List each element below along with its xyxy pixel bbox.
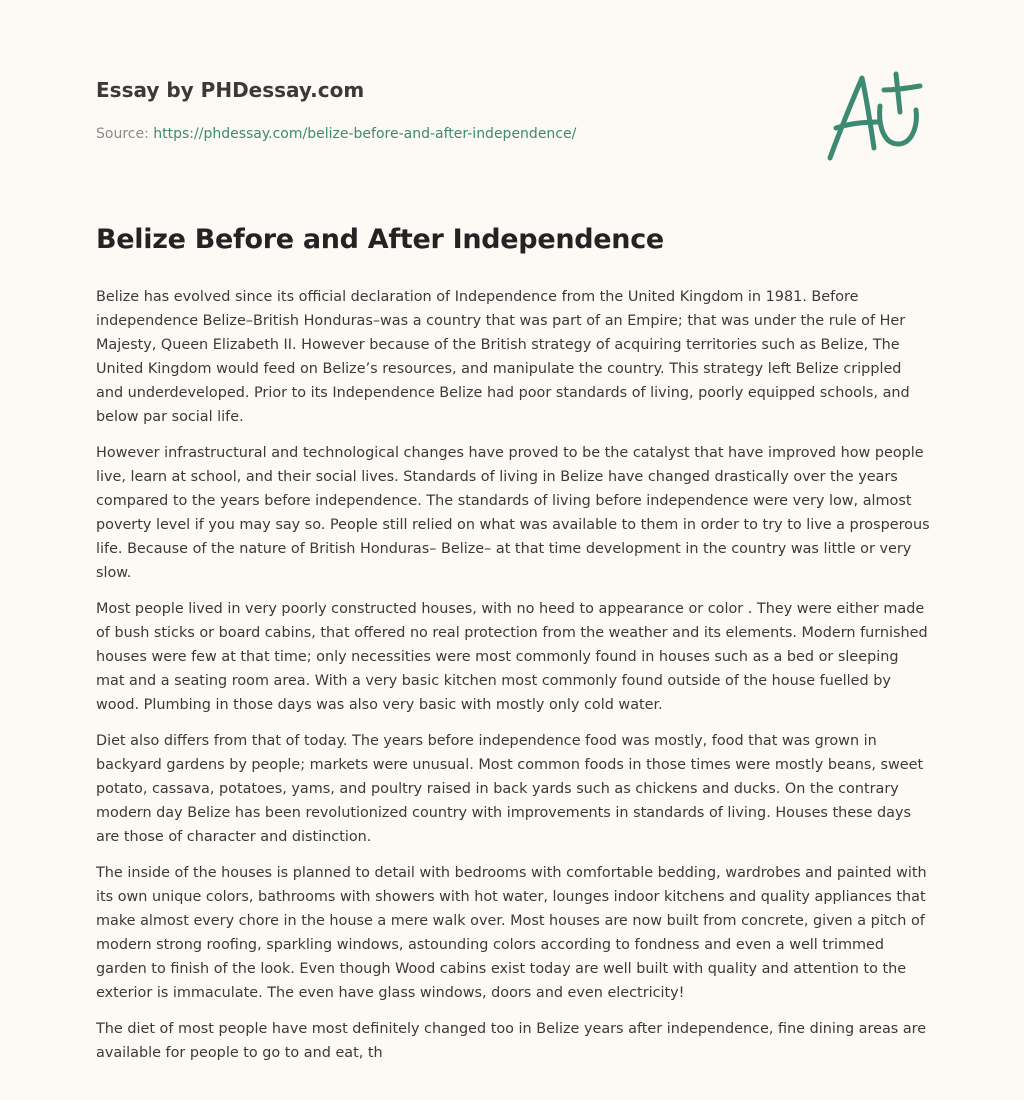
essay-paragraph: The inside of the houses is planned to detail with bedrooms with comfortable bedding, wardrobes and painted with its own unique colors, bathrooms with showers with hot water, lounges indoor kitchens and quality appliances that make almost every chore in the house a mere walk over. Most houses are now built from concrete, given a pitch of modern strong roofing, sparkling windows, astounding colors according to fondness and even a well trimmed garden to finish of the look. Even though Wood cabins exist today are well built with quality and attention to the exterior is immaculate. The even have glass windows, doors and even electricity! [96, 865, 927, 1001]
source-line [96, 124, 696, 144]
brand-title: Essay by PHDessay.com [96, 78, 365, 102]
essay-paragraph: Most people lived in very poorly constructed houses, with no heed to appearance or color . They were either made of bush sticks or board cabins, that offered no real protection from the weather and its elements. Modern furnished houses were few at that time; only necessities were most commonly found in houses such as a bed or sleeping mat and a seating room area. With a very basic kitchen most commonly found outside of the house fuelled by wood. Plumbing in those days was also very basic with mostly only cold water. [96, 601, 928, 713]
a-plus-grade-icon [820, 66, 930, 166]
essay-body [96, 285, 931, 1077]
essay-paragraph: Belize has evolved since its official declaration of Independence from the United Kingdom in 1981. Before independence Belize–British Honduras–was a country that was part of an Empire; that was under the rule of Her Majesty, Queen Elizabeth II. However because of the British strategy of acquiring territories such as Belize, The United Kingdom would feed on Belize’s resources, and manipulate the country. This strategy left Belize crippled and underdeveloped. Prior to its Independence Belize had poor standards of living, poorly equipped schools, and below par social life. [96, 289, 910, 425]
source-label: Source: [96, 126, 149, 142]
essay-header [96, 76, 696, 144]
essay-paragraph: The diet of most people have most definitely changed too in Belize years after independence, fine dining areas are available for people to go to and eat, th [96, 1021, 927, 1061]
source-link[interactable]: https://phdessay.com/belize-before-and-after-independence/ [153, 126, 577, 142]
essay-title: Belize Before and After Independence [96, 224, 664, 255]
essay-paragraph: However infrastructural and technological changes have proved to be the catalyst that have improved how people live, learn at school, and their social lives. Standards of living in Belize have changed drastically over the years compared to the years before independence. The standards of living before independence were very low, almost poverty level if you may say so. People still relied on what was available to them in order to try to live a prosperous life. Because of the nature of British Honduras– Belize– at that time development in the country was little or very slow. [96, 445, 930, 581]
essay-paragraph: Diet also differs from that of today. The years before independence food was mostly, food that was grown in backyard gardens by people; markets were unusual. Most common foods in those times were mostly beans, sweet potato, cassava, potatoes, yams, and poultry raised in back yards such as chickens and ducks. On the contrary modern day Belize has been revolutionized country with improvements in standards of living. Houses these days are those of character and distinction. [96, 733, 924, 845]
